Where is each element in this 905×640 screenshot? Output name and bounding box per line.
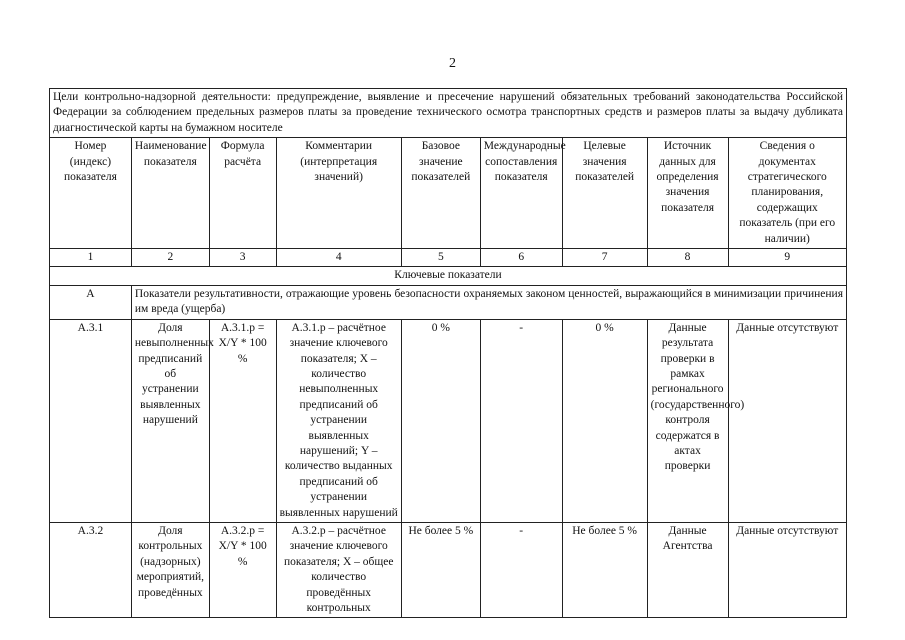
header-cell-source: Источник данных для определения значения показателя	[647, 138, 728, 249]
header-cell-comments: Комментарии (интерпретация значений)	[276, 138, 401, 249]
row-docs: Данные отсутствуют	[728, 522, 847, 617]
row-comments: А.3.2.р – расчётное значение ключевого показателя; X – общее количество проведённых контрольных	[276, 522, 401, 617]
row-formula: А.3.1.р = X/Y * 100 %	[209, 319, 276, 522]
section-row	[50, 267, 847, 285]
column-number: 5	[401, 249, 480, 267]
row-base: Не более 5 %	[401, 522, 480, 617]
table-row	[50, 319, 847, 522]
row-comments: А.3.1.р – расчётное значение ключевого показателя; X – количество невыполненных предписаний об устранении выявленных нарушений; Y – количество выданных предписаний об устранении выявленных нарушений	[276, 319, 401, 522]
row-international: -	[480, 522, 562, 617]
row-number: А.3.2	[50, 522, 132, 617]
goal-row	[50, 89, 847, 138]
row-name: Доля невыполненных предписаний об устранении выявленных нарушений	[131, 319, 209, 522]
header-cell-name: Наименование показателя	[131, 138, 209, 249]
header-cell-base: Базовое значение показателей	[401, 138, 480, 249]
table-row	[50, 522, 847, 617]
column-number: 2	[131, 249, 209, 267]
row-number: А.3.1	[50, 319, 132, 522]
column-number: 7	[562, 249, 647, 267]
indicators-table	[49, 88, 847, 618]
row-international: -	[480, 319, 562, 522]
section-title: Ключевые показатели	[50, 267, 847, 285]
row-name: Доля контрольных (надзорных) мероприятий, проведённых	[131, 522, 209, 617]
header-cell-international: Международные сопоставления показателя	[480, 138, 562, 249]
header-cell-number: Номер (индекс) показателя	[50, 138, 132, 249]
group-index: А	[50, 285, 132, 319]
row-source: Данные результата проверки в рамках регионального (государственного) контроля содержатся в актах проверки	[647, 319, 728, 522]
column-numbers-row	[50, 249, 847, 267]
column-number: 1	[50, 249, 132, 267]
column-number: 3	[209, 249, 276, 267]
header-row	[50, 138, 847, 249]
group-title: Показатели результативности, отражающие уровень безопасности охраняемых законом ценностей, выражающийся в минимизации причинения им вреда (ущерба)	[131, 285, 846, 319]
column-number: 6	[480, 249, 562, 267]
row-target: 0 %	[562, 319, 647, 522]
goal-text: Цели контрольно-надзорной деятельности: предупреждение, выявление и пресечение нарушений обязательных требований законодательства Российской Федерации за соблюдением предельных размеров платы за проведение технического осмотра транспортных средств и размеров платы за выдачу дубликата диагностической карты на бумажном носителе	[50, 89, 847, 138]
column-number: 9	[728, 249, 847, 267]
group-row	[50, 285, 847, 319]
row-formula: А.3.2.р = X/Y * 100 %	[209, 522, 276, 617]
row-source: Данные Агентства	[647, 522, 728, 617]
row-base: 0 %	[401, 319, 480, 522]
header-cell-target: Целевые значения показателей	[562, 138, 647, 249]
row-docs: Данные отсутствуют	[728, 319, 847, 522]
column-number: 4	[276, 249, 401, 267]
header-cell-formula: Формула расчёта	[209, 138, 276, 249]
column-number: 8	[647, 249, 728, 267]
row-target: Не более 5 %	[562, 522, 647, 617]
header-cell-docs: Сведения о документах стратегического планирования, содержащих показатель (при его наличии)	[728, 138, 847, 249]
page-number: 2	[449, 56, 456, 71]
